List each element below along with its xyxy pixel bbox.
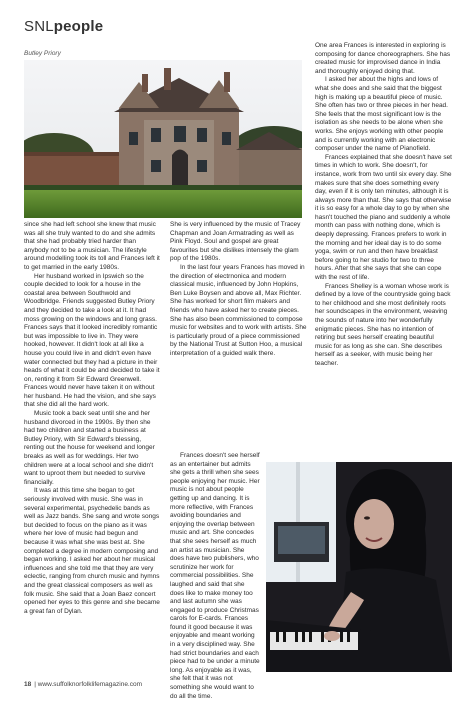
paragraph: In the last four years Frances has moved in the direction of electrnonica and modern classical music, influenced by John Hopkins, Ben Luke Boysen and above all, Max Richter. She has worked for short film makers and friends who have asked her to create pieces. She has also been commissioned to compose music for websites and to work with artists. She is particularly proud of a piece commissioned by the National Trust at Sutton Hoo, a musical interpretation of a guided walk there. bbox=[170, 263, 307, 357]
paragraph: Frances doesn't see herself as an entertainer but admits she gets a thrill when she sees people enjoying her music. Her music is not about people getting up and dancing. It is more reflective, with Frances avoiding boundaries and enjoying the overlap between music and art. She concedes that she sees herself as much an artist as musician. She does have two publishers, who scrutinize her work for commercial possibilities. She laughed and said that she does like to make money too and last autumn she was engaged to produce Christmas carols for E-cards. Frances found it good because it was enjoyable and meant working in a very disciplined way. She had strict boundaries and each piece had to be under a minute long. As enjoyable as it was, she felt that it was not something she would want to do all the time. bbox=[170, 452, 260, 700]
article-column-right bbox=[315, 42, 452, 369]
photo-caption: Butley Priory bbox=[24, 50, 61, 57]
paragraph: Her husband worked in Ipswich so the couple decided to look for a house in the coastal area between Southwold and Woodbridge. Friends suggested Butley Priory and they decided to take a look at it. It had moss growing on the windows and long grass. Frances says that it looked incredibly romantic but was impossible to live in. They were hooked, however. It didn't look at all like a house you could live in and didn't even have water connected but they had a picture in their heads of what it could be and decided to take it on, renting it from Sir Edward Greenwell. Frances would never have taken it on without her husband. He had the vision, and she says that she did all the hard work. bbox=[24, 272, 160, 409]
article-column-middle bbox=[170, 221, 307, 359]
footer-divider: | bbox=[34, 681, 38, 688]
paragraph: Music took a back seat until she and her husband divorced in the 1990s. By then she had two children and started a business at Butley Priory, with Sir Edward's blessing, renting out the house for weekend and longer breaks as well as for weddings. Her two children were at a local school and she didn't want to uproot them but needed to survive financially. bbox=[24, 410, 155, 486]
article-column-middle-narrow bbox=[170, 452, 260, 701]
musician-photo bbox=[266, 462, 452, 672]
paragraph: since she had left school she knew that music was all she truly wanted to do and she admits that she had probably tried harder than anybody not to be a musician. The lifestyle around modelling took its toll and Frances left it to get married in the early 1980s. bbox=[24, 221, 160, 271]
paragraph: Frances explained that she doesn't have set times in which to work. She doesn't, for instance, work from two until six every day. She makes sure that she does something every day, even if it is only ten minutes, although it is always more than that. She says that otherwise it is so easy for a whole day to go by when she hasn't touched the piano and suddenly a whole month can pass with nothing done, which is deeply depressing. Frances prefers to work in the morning and her ideal day is to do some yoga, swim or run and then have breakfast before going to her studio for two to three hours. After that she says that she can cope with the rest of life. bbox=[315, 153, 452, 282]
section-header bbox=[24, 18, 103, 35]
section-label: SNL bbox=[24, 18, 54, 35]
priory-illustration bbox=[24, 60, 302, 218]
paragraph: It was at this time she began to get seriously involved with music. She was in several experimental, psychedelic bands as well as Jazz bands. She sang and wrote songs but decided to focus on the piano as it was where her love of music had begun and because it was what she was best at. She completed a degree in modern composing and began working. I asked her about her musical influences and she told me that they are very eclectic, ranging from church music and hymns and the great classical composers as well as folk music. She said that a Joan Baez concert opened her eyes to this genre and she became a great fan of Dylan. bbox=[24, 487, 160, 615]
paragraph: She is very influenced by the music of Tracey Chapman and Joan Armatrading as well as Pink Floyd. Soul and gospel are great favourites but she dislikes intensely the glam pop of the 1980s. bbox=[170, 221, 301, 263]
paragraph: Frances Shelley is a woman whose work is defined by a love of the countryside going back to her childhood and she most definitely roots her soundscapes in the environment, weaving the sounds of nature into her wonderfully enigmatic pieces. She has no intention of retiring but sees herself creating beautiful music for as long as she can. She describes herself as a seeker, with music being her teacher. bbox=[315, 282, 451, 367]
musician-illustration bbox=[266, 462, 452, 672]
magazine-url: www.suffolknorfolklifemagazine.com bbox=[37, 681, 143, 688]
page-footer bbox=[24, 681, 142, 688]
paragraph: I asked her about the highs and lows of what she does and she said that the biggest high is making up a beautiful piece of music. She often has two or three pieces in her head. She feels that the most significant low is the isolation as she needs to be alone when she works. She enjoys working with other people and is currently working with an electronic composer under the name of Pianofield. bbox=[315, 76, 448, 153]
paragraph: One area Frances is interested in exploring is composing for dance choreographers. She has created music for improvised dance in India and thoroughly enjoyed doing that. bbox=[315, 42, 451, 75]
section-title: people bbox=[53, 18, 104, 35]
page-number: 18 bbox=[24, 681, 32, 688]
article-column-left bbox=[24, 221, 161, 616]
priory-photo bbox=[24, 60, 302, 218]
